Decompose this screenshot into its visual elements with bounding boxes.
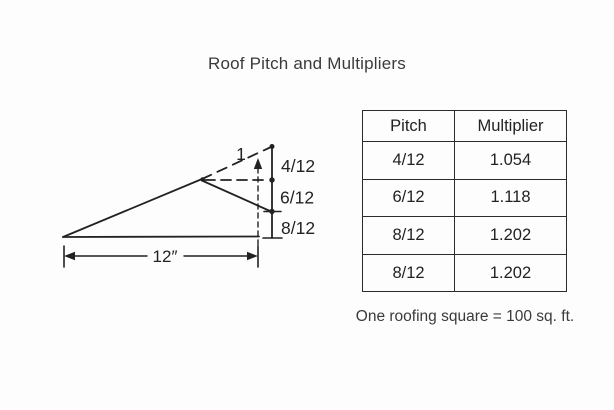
rise-dot-lower <box>269 209 274 214</box>
peak-dot <box>270 144 275 149</box>
rise-label-6-12: 6/12 <box>280 187 315 208</box>
roofing-square-note: One roofing square = 100 sq. ft. <box>355 308 575 325</box>
lower-slope-line <box>203 181 270 211</box>
roof-base-line <box>63 237 259 238</box>
multiplier-cell: 1.202 <box>455 217 567 255</box>
multiplier-cell: 1.054 <box>455 142 567 180</box>
run-dimension-label: 12″ <box>152 247 178 266</box>
multiplier-cell: 1.202 <box>455 254 567 292</box>
table-row <box>363 217 567 255</box>
left-arrowhead <box>64 252 75 260</box>
slope-unit-label: 1 <box>236 144 246 164</box>
pitch-cell: 6/12 <box>363 179 455 217</box>
right-arrowhead <box>247 252 258 260</box>
pitch-cell: 8/12 <box>363 217 455 255</box>
column-header-pitch: Pitch <box>363 111 455 142</box>
rise-label-4-12: 4/12 <box>281 156 316 176</box>
page-title: Roof Pitch and Multipliers <box>208 54 406 73</box>
table-row <box>363 254 567 292</box>
up-arrowhead <box>254 158 262 169</box>
table-row <box>363 179 567 217</box>
rafter-line <box>63 179 202 237</box>
table-row <box>363 142 567 180</box>
table-header-row <box>363 111 567 142</box>
rise-dot-upper <box>269 177 274 182</box>
column-header-multiplier: Multiplier <box>455 111 567 142</box>
roof-pitch-diagram <box>0 0 350 300</box>
pitch-cell: 8/12 <box>363 254 455 292</box>
pitch-multiplier-table <box>362 110 567 292</box>
rise-label-8-12: 8/12 <box>281 218 316 238</box>
multiplier-cell: 1.118 <box>455 179 567 217</box>
junction-dot <box>200 177 204 181</box>
pitch-cell: 4/12 <box>363 142 455 180</box>
